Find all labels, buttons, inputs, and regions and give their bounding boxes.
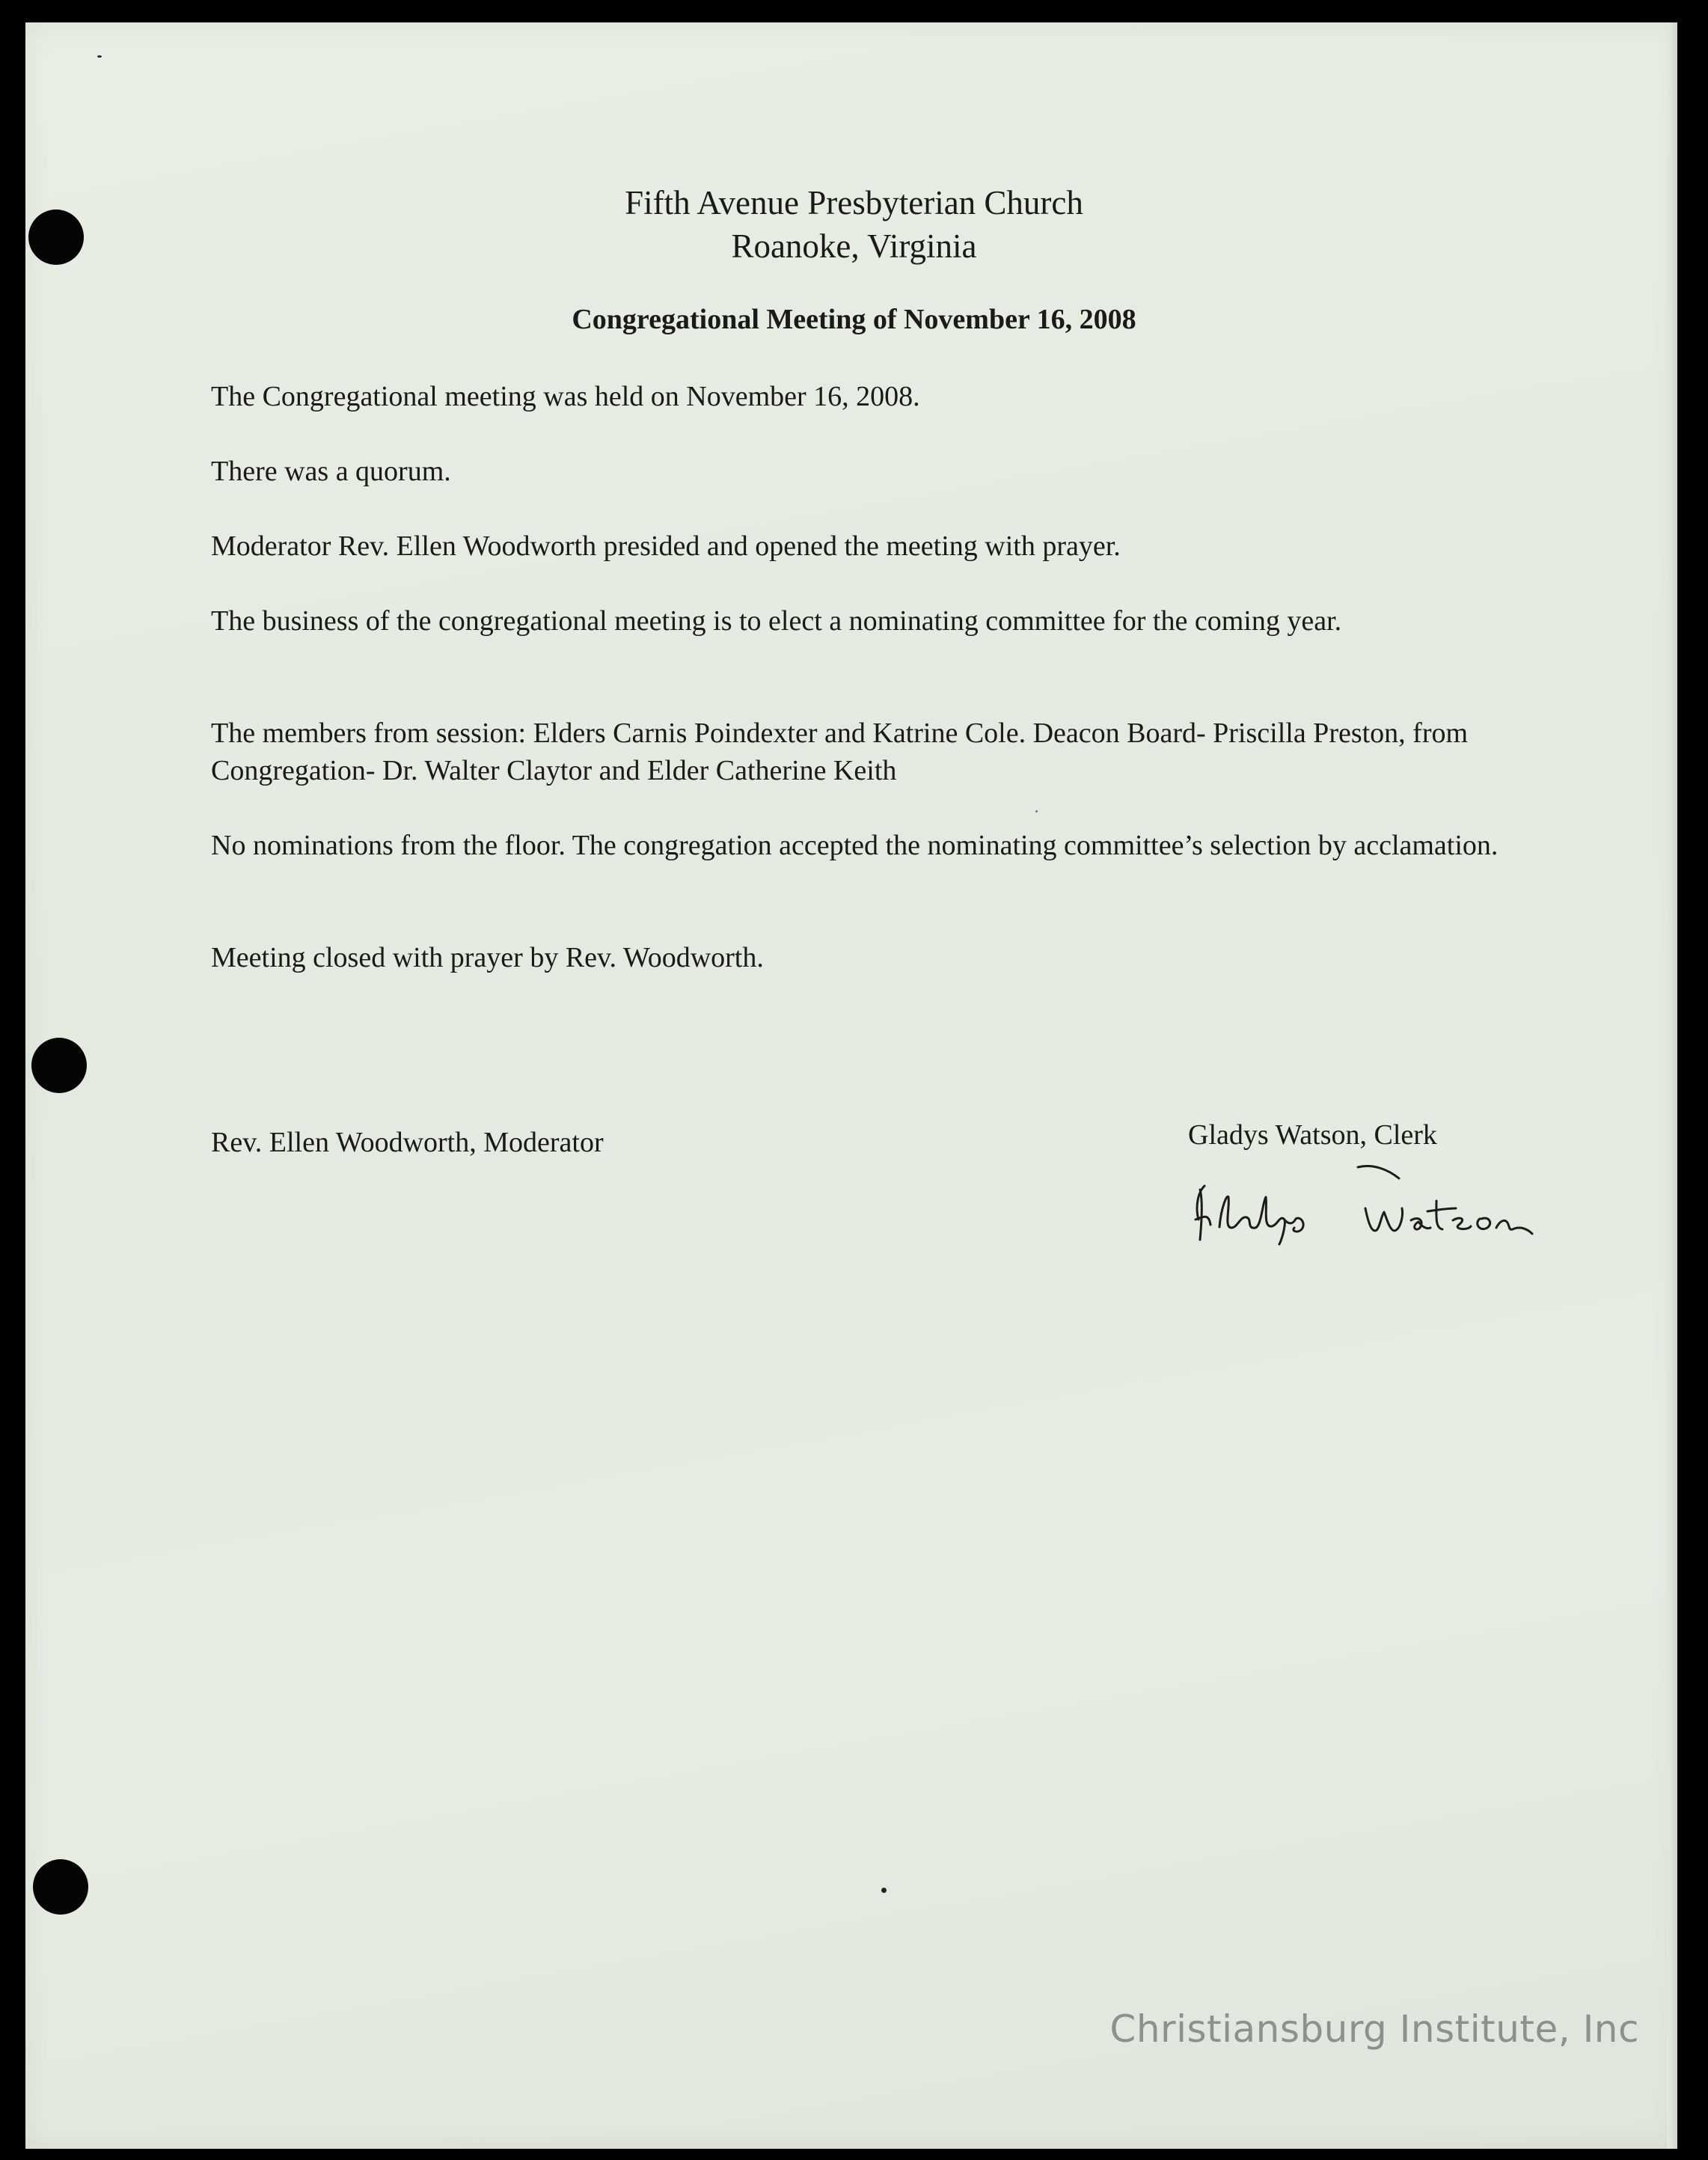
minutes-paragraph: Moderator Rev. Ellen Woodworth presided and opened the meeting with prayer. [211,530,1121,562]
paper-speck [881,1888,887,1893]
minutes-paragraph: There was a quorum. [211,456,451,487]
minutes-paragraph: No nominations from the floor. The congregation accepted the nominating committee’s selection by acclamation. [211,830,1499,861]
punch-hole-bottom [33,1859,88,1915]
minutes-paragraph: The Congregational meeting was held on November 16, 2008. [211,381,920,412]
moderator-signature-line: Rev. Ellen Woodworth, Moderator [211,1127,604,1158]
document-page [25,22,1677,2149]
church-name: Fifth Avenue Presbyterian Church [625,184,1083,221]
minutes-paragraph: Meeting closed with prayer by Rev. Woodworth. [211,942,764,973]
meeting-title: Congregational Meeting of November 16, 2008 [572,304,1136,335]
minutes-paragraph: The business of the congregational meeting is to elect a nominating committee for the coming year. [211,605,1342,637]
handwritten-signature [1175,1156,1564,1253]
minutes-paragraph: The members from session: Elders Carnis Poindexter and Katrine Cole. Deacon Board- Priscilla Preston, from Congregation- Dr. Walter Claytor and Elder Catherine Keith [211,718,1469,786]
paper-edge [1667,22,1677,2149]
paper-speck [1035,810,1038,813]
church-location: Roanoke, Virginia [731,227,977,265]
archive-watermark: Christiansburg Institute, Inc [1109,2007,1639,2051]
clerk-signature-line: Gladys Watson, Clerk [1188,1119,1437,1151]
punch-hole-middle [31,1038,87,1093]
paper-speck [97,55,102,58]
